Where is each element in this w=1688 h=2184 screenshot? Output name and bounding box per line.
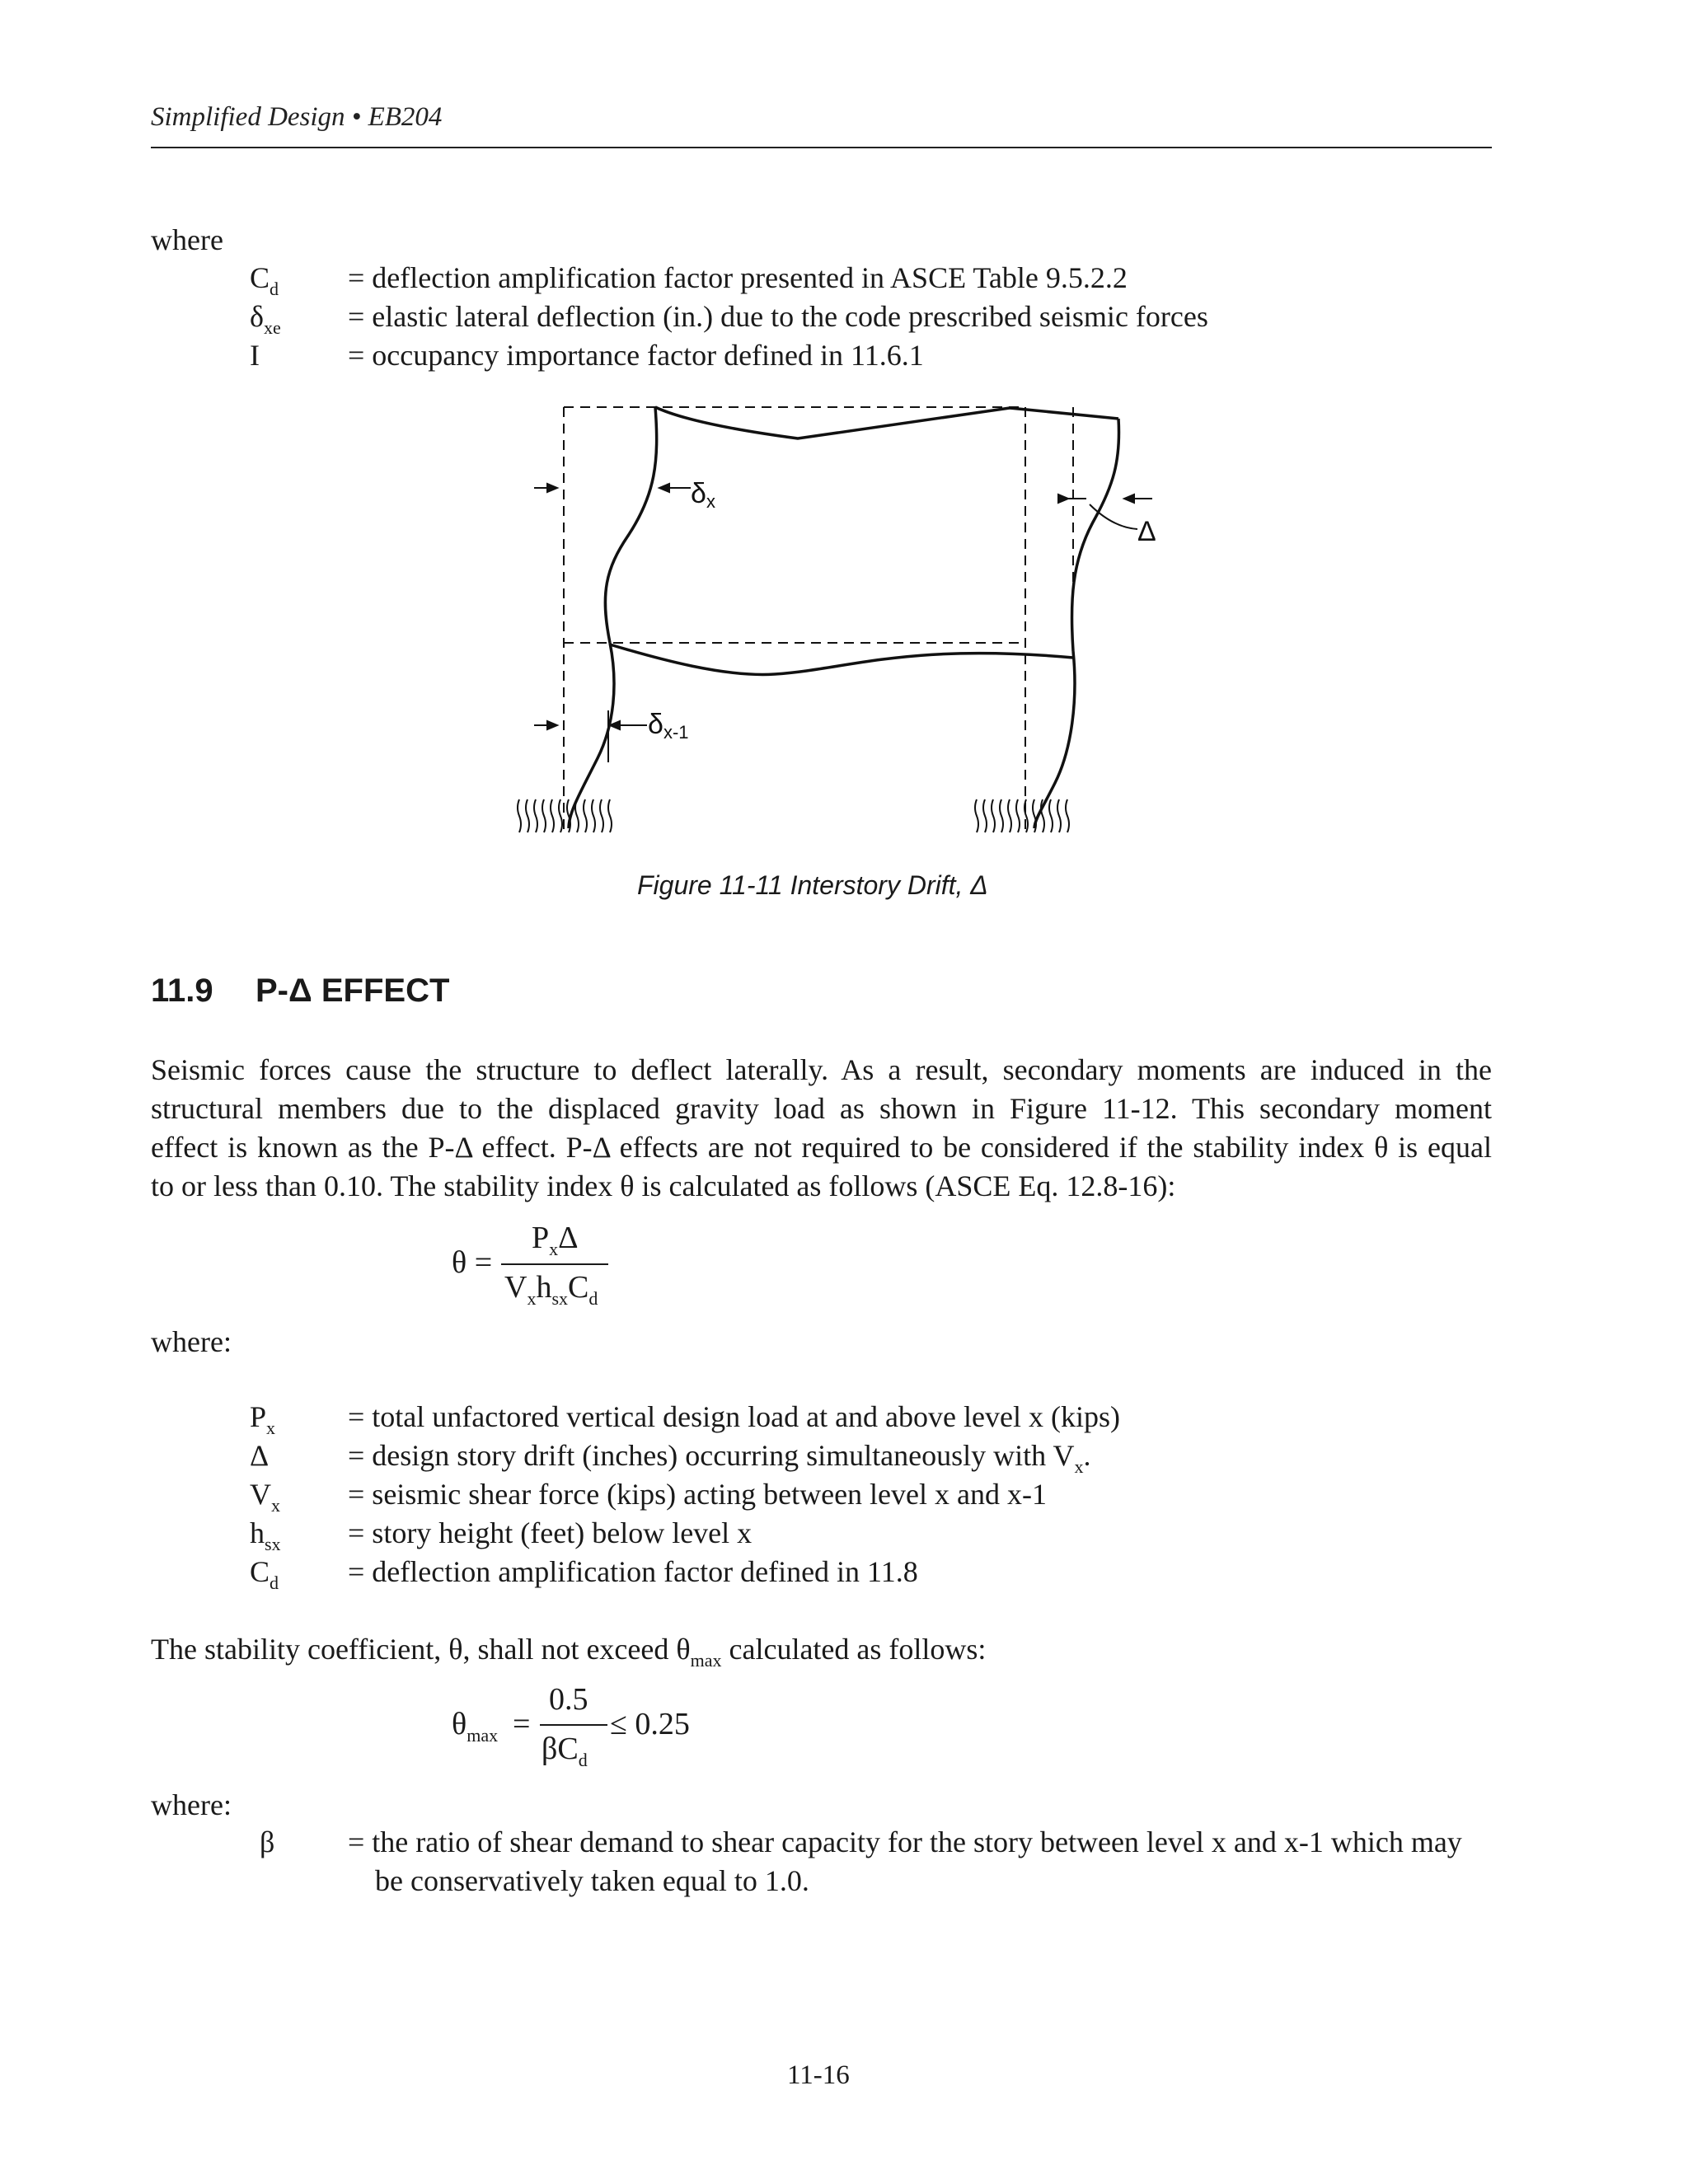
section-number: 11.9	[151, 972, 213, 1009]
stability-sentence: The stability coefficient, θ, shall not exceed $\theta_{max}$ calculated as follows:	[151, 1633, 987, 1671]
def-symbol: $C_d$	[250, 261, 279, 299]
paragraph-line: to or less than 0.10. The stability index θ is calculated as follows (ASCE Eq. 12.8-16):	[151, 1169, 1176, 1202]
eq1-lhs: θ =	[452, 1245, 493, 1280]
def-symbol: $C_d$	[250, 1555, 279, 1593]
def-symbol: Δ	[250, 1439, 270, 1472]
body-paragraph	[151, 1051, 1492, 1206]
def-text: = total unfactored vertical design load at and above level x (kips)	[348, 1400, 1120, 1433]
eq2-lhs: $\theta_{max}$	[452, 1707, 499, 1746]
def-symbol: β	[260, 1825, 275, 1858]
def-symbol: I	[250, 339, 260, 372]
def-text-continuation: be conservatively taken equal to 1.0.	[375, 1864, 809, 1897]
header-rule	[151, 147, 1492, 148]
def-text: = the ratio of shear demand to shear capacity for the story between level x and x-1 which may	[348, 1825, 1462, 1858]
def-symbol: $h_{sx}$	[250, 1516, 281, 1554]
paragraph-line: Seismic forces cause the structure to deflect laterally. As a result, secondary moments are induced in the	[151, 1053, 1492, 1086]
def-symbol: $V_x$	[250, 1478, 280, 1516]
figure-caption: Figure 11-11 Interstory Drift, Δ	[637, 870, 988, 900]
section-title: P-Δ EFFECT	[256, 972, 450, 1009]
eq1-fraction-bar	[501, 1263, 608, 1265]
def-text: = story height (feet) below level x	[348, 1516, 753, 1549]
running-header: Simplified Design • EB204	[151, 102, 443, 132]
def-symbol: $\delta_{xe}$	[250, 300, 281, 338]
def-symbol: $P_x$	[250, 1400, 276, 1438]
where-label: where	[151, 223, 223, 256]
delta-x1-label: δx-1	[648, 709, 689, 743]
def-text: = seismic shear force (kips) acting between level x and x-1	[348, 1478, 1047, 1511]
paragraph-line: effect is known as the P-Δ effect. P-Δ effects are not required to be considered if the stability index θ is equal	[151, 1131, 1492, 1164]
def-text: = elastic lateral deflection (in.) due to the code prescribed seismic forces	[348, 300, 1208, 333]
eq2-fraction-bar	[540, 1724, 607, 1726]
eq2-denominator: $\beta C_d$	[542, 1732, 588, 1770]
eq2-numerator: 0.5	[549, 1682, 588, 1717]
interstory-drift-figure	[495, 387, 1203, 865]
def-text: = deflection amplification factor presented in ASCE Table 9.5.2.2	[348, 261, 1128, 294]
eq1-denominator: $V_xh_{sx}C_d$	[504, 1270, 598, 1309]
eq2-equals: =	[513, 1707, 531, 1741]
paragraph-line: structural members due to the displaced gravity load as shown in Figure 11-12. This secondary moment	[151, 1092, 1492, 1125]
where-label: where:	[151, 1325, 232, 1358]
def-text: = design story drift (inches) occurring simultaneously with $V_x$.	[348, 1439, 1091, 1477]
delta-x-label: δx	[691, 478, 715, 512]
def-text: = occupancy importance factor defined in 11.6.1	[348, 339, 924, 372]
drift-delta-label: Δ	[1137, 516, 1156, 547]
eq2-rhs: ≤ 0.25	[610, 1707, 690, 1741]
page-number: 11-16	[787, 2060, 850, 2090]
def-text: = deflection amplification factor defined in 11.8	[348, 1555, 918, 1588]
eq1-numerator: $P_x\Delta$	[532, 1221, 579, 1259]
where-label: where:	[151, 1788, 232, 1821]
